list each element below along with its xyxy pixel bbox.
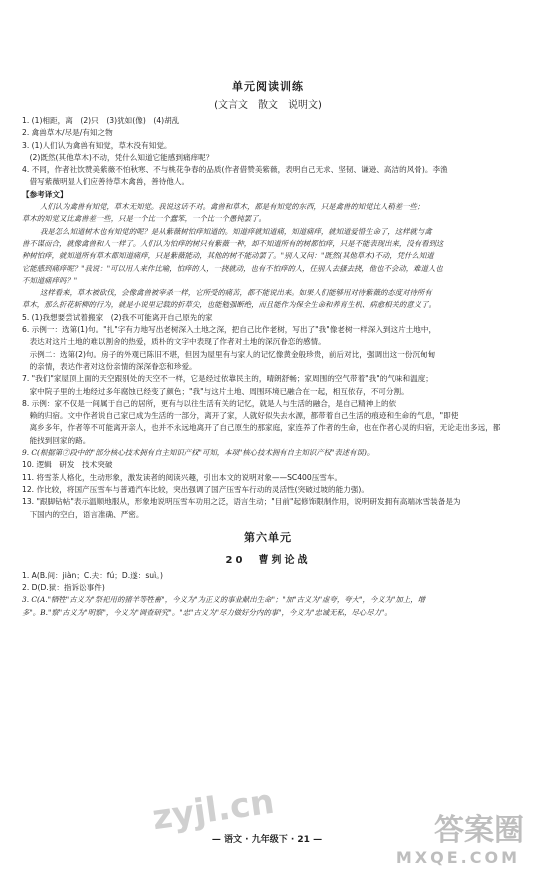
- answer-line: 1. A(B.间：jiàn；C.夫：fú；D.遂：suì。): [22, 570, 163, 580]
- translation-line: 草木的知觉又比禽兽差一些，只是一个比一个蠢笨，一个比一个愚钝罢了。: [22, 214, 266, 224]
- answer-line: 2. 禽兽草木/尽是/有知之物: [22, 128, 113, 138]
- answer-line: 借写紫薇明显人们应善待草木禽兽，善待他人。: [22, 177, 190, 187]
- answer-line: 的亲情，表达作者对这份亲情的深深眷恋和珍爱。: [22, 361, 197, 371]
- answer-line: 示例二：选第(2)句。房子的外观已陈旧不堪，但因为屋里有与家人的记忆像黄金般珍贵，前后对比，强调出这一份沉甸甸: [22, 349, 436, 359]
- answer-line: 离乡多年，作者等不可能离开亲人，也并不永远地离开了自己原生的那家庭，家连养了作者的生命，也在作者心灵的归宿，无论走出多远，都: [22, 423, 501, 433]
- answers-section-b: [22, 312, 514, 521]
- translation-line: 这样看来，草木被砍伐，会像禽兽被宰杀一样，它所受的痛苦，都不能说出来。如果人们能够用对待紫薇的态度对待所有: [40, 288, 432, 298]
- answer-line: 家中院子里的土地经过多年腐蚀已经变了颜色；"我"与这片土地、周围环境已融合在一起，相互依存，不可分割。: [22, 386, 409, 396]
- translation-line: 它能感到痛痒呢？"我说："可以用人来作比喻，怕痒的人，一挠就动，也有不怕痒的人，任别人去搔去挠，他也不会动，难道人也: [22, 263, 443, 273]
- reference-translation-label: 【参考译文】: [22, 189, 68, 199]
- answer-page: [22, 70, 514, 619]
- answer-line: 4. 不同，作者社饮赞美紫薇不怕秋寒、不与桃花争春的品质(作者借赞美紫薇，表明自己无求、坚韧、谦逊、高洁的风骨)。李渔: [22, 165, 448, 175]
- answer-line: 11. 将雪茶人格化，生动形象，激发读者的阅读兴趣，引出本文的说明对象——SC400压雪车。: [22, 472, 343, 482]
- answer-line: 赖的归宿。文中作者说自己家已成为生活的一部分，离开了家，人就好似失去水源，都带着自己生活的痕迹和生命的气息，"即使: [22, 411, 459, 421]
- translation-line: 我是怎么知道树木也有知觉的呢？是从紫薇树怕痒知道的。知道痒就知道痛，知道痛痒，就知道爱惜生命了，这样就与禽: [40, 226, 432, 236]
- answer-line: 3. (1)人们认为禽兽有知觉，草木没有知觉。: [22, 140, 172, 150]
- answer-line: 多"。B."察"古义为"明察"，今义为"调查研究"。"忠"古义为"尽力做好分内的事"，今义为"忠诚无私，尽心尽力"。: [22, 607, 392, 617]
- translation-line: 不知道痛痒吗？": [22, 275, 78, 285]
- watermark-right-sub: MXQE.COM: [395, 848, 520, 867]
- answer-line: 6. 示例一：选第(1)句。"扎"字有力地写出老树深入土地之深，把自己比作老树，写出了"我"像老树一样深入到这片土地中，: [22, 325, 437, 335]
- answer-line: 3. C(A."牺牲"古义为"祭祀用的猪羊等牲畜"，今义为"为正义的事业献出生命"；"加"古义为"虚夸，夸大"，今义为"加上，增: [22, 595, 425, 605]
- answer-line: 8. 示例：家不仅是一间属于自己的居所，更有与以往生活有关的记忆，就是人与生活的融合，是自己精神上的依: [22, 398, 397, 408]
- page-title: 单元阅读训练: [232, 80, 304, 93]
- answer-line: 12. 作比较，将国产压雪车与普通汽车比较，突出强调了国产压雪车行动的灵活性(突破过坡的能力强)。: [22, 484, 369, 494]
- translation-section: [22, 201, 514, 312]
- answer-line: 7. "我们"家屋顶上面的天空跟别处的天空不一样，它是经过依靠民主的，晴朗舒畅；家周围的空气带着"我"的气味和温度；: [22, 374, 433, 384]
- lesson-heading: 20 曹刿论战: [225, 554, 311, 566]
- answer-line: 2. D(D.狱：指诉讼事件): [22, 583, 105, 593]
- answers-section-a: [22, 115, 514, 189]
- answer-line: 10. 逻辑 研发 技术突破: [22, 460, 113, 470]
- translation-line: 种树怕痒，就知道所有草木都知道痛痒，只是紫薇能动，其他的树不能动罢了。"别人又问："既然(其他草木)不动，凭什么知道: [22, 251, 434, 261]
- answer-line: 13. "跟脚钻帖"表示温顺地服从，形象地说明压雪车功用之泛，语言生动；"目前"起修饰限制作用，说明研发拥有高端冰雪装备是为: [22, 497, 461, 507]
- answer-line: 表达对这片土地的难以割舍的热爱，质朴的文字中表现了作者对土地的深沉眷恋的感情。: [22, 337, 326, 347]
- answer-line: (2)既然(其他草木)不动，凭什么知道它能感到痛痒呢？: [22, 152, 214, 162]
- answer-line: 下国内的空白，语言准确、严密。: [22, 509, 144, 519]
- answer-line: 1. (1)相距，离 (2)只 (3)犹如(像) (4)胡乱: [22, 116, 180, 125]
- translation-line: 草木，那么折花斩柳的行为，就是小说里记载的折草尖，也能勉强断绝，而且能作为保全生命和养育生机、病愈相关的意义了。: [22, 300, 436, 310]
- page-subtitle: (文言文 散文 说明文): [214, 100, 322, 111]
- watermark-right: 答案圈: [434, 813, 524, 848]
- answer-line: 能找到回家的路。: [22, 435, 91, 445]
- unit-heading: 第六单元: [244, 530, 292, 544]
- page-footer: — 语文 · 九年级下 · 21 —: [211, 835, 323, 845]
- translation-line: 兽不谋而合，就像禽兽和人一样了。人们认为怕痒的树只有紫薇一种，却不知道所有的树都怕痒，只是不能表现出来，没有看到这: [22, 238, 444, 248]
- lesson-answers: [22, 570, 514, 619]
- translation-line: 人们认为禽兽有知觉，草木无知觉。我说这话不对。禽兽和草木，都是有知觉的东西，只是禽兽的知觉比人稍差一些；: [40, 202, 425, 212]
- answer-line: 5. (1)我想要尝试着搬家 (2)我不可能离开自己原先的家: [22, 312, 213, 322]
- answer-line: 9. C(根据第⑦段中的"部分核心技术拥有自主知识产权"可知，本项"核心技术拥有自主知识产权"表述有误)。: [22, 448, 375, 458]
- watermark-left: zyjl.cn: [149, 781, 277, 839]
